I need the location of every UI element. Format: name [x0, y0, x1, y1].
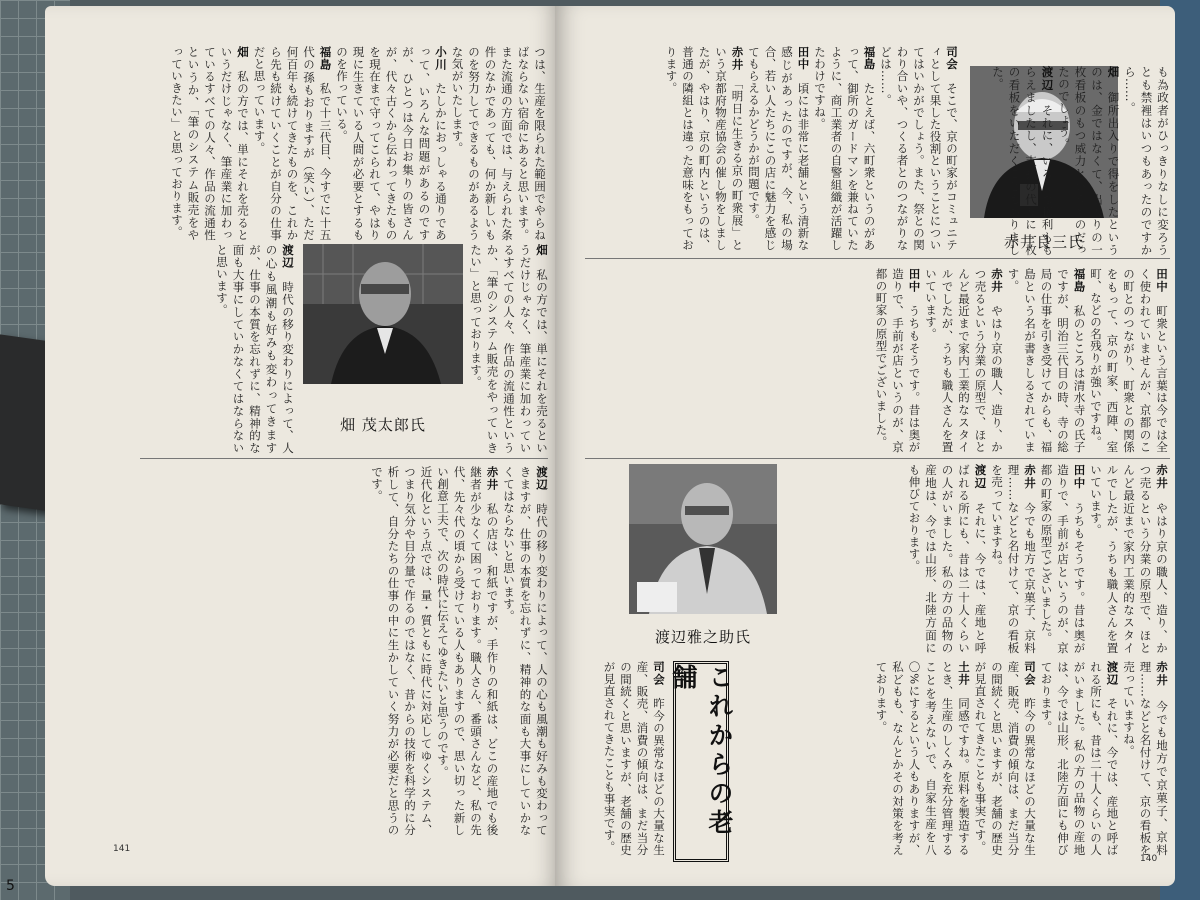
paragraph-text: 私の方では、単にそれを売るというだけじゃなく、筆産業に加わっているすべての人々、作品の流通性というか、「筆のシステム販売をやっていきたい」と思っております。	[469, 244, 549, 454]
paragraph	[1122, 66, 1172, 256]
paragraph	[601, 661, 667, 856]
paragraph-text: それに、今では、産地と呼ばれる所にも、昔は二十人くらいの人がいました。私の方の品物の産地は、今では山形、北陸方面にも伸びております。	[907, 464, 988, 655]
speaker-name: 田中	[1072, 464, 1087, 503]
speaker-name: 赤井	[1155, 661, 1169, 701]
speaker-name: 田中	[907, 268, 922, 306]
paragraph-text: 頃には非常に老舗という清新な感じがあったのですが、今、私の場合、若い人たちにこの店に魅力を感じてもらえるかどうかが問題です。	[747, 46, 811, 251]
paragraph	[334, 46, 450, 241]
paragraph	[1038, 464, 1088, 654]
speaker-name: 小川	[434, 46, 448, 83]
paragraph-text: 昨今の異常なほどの大量な生産、販売、消費の傾向は、まだ当分の間続くと思いますが、老舗の歴史が見直されてきたことも事実です。	[602, 661, 666, 857]
paragraph	[369, 466, 435, 836]
paragraph-text: 今でも地方で京菓子、京料理……などと名付けて、京の看板を売っていますね。	[990, 464, 1037, 655]
speaker-name: 司会	[945, 46, 959, 83]
paragraph-text: たとえば、六町衆というのがあって、御所のガードマンを兼ねていたように、商工業者の自警組織が活躍したわけですね。	[813, 46, 877, 251]
paragraph	[501, 466, 551, 836]
page-number-left: 141	[113, 844, 131, 854]
paragraph-text: 時代の移り変わりによって、人の心も風潮も好みも変わってきますが、仕事の本質を忘れずに、精神的な面も大事にしていかなくてはならないと思います。	[215, 244, 295, 454]
text-block-r-bottom-left	[585, 661, 667, 856]
photo-hata	[303, 244, 463, 384]
left-page	[45, 6, 560, 886]
paragraph-text: 私の方では、単にそれを売るというだけじゃなく、筆産業に加わっているすべての人々、作品の流通性というか、「筆のシステム販売をやっていきたい」と思っております。	[170, 46, 250, 242]
paragraph-text: つは、生産を限られた範囲でやらねばならない宿命にあると思います。また流通の方面では、与えられた条件のなかであっても、何か新しいものを努力してできるものがあるような気がいたします。	[450, 46, 547, 241]
divider	[140, 458, 548, 459]
paragraph-text: うちもそうです。昔は奥が造りで、手前が店というのが、京都の町家の原型でございました。	[874, 268, 922, 454]
text-block-bottom	[115, 466, 550, 836]
paragraph	[812, 46, 878, 251]
speaker-name: 赤井	[1023, 464, 1037, 503]
mat-number: 5	[6, 878, 15, 894]
photo-watanabe	[629, 464, 777, 614]
speaker-name: 福島	[318, 46, 333, 83]
paragraph-text: やはり京の職人、造り、かつ売るという分業の原型で、ほとんど最近まで家内工業的なスタイルでしたが、うちも職人さんを置いています。	[1089, 464, 1169, 655]
paragraph-text: たしかにおっしゃる通りであって、いろんな問題があるのですが、ひとつは今日お集りの皆さんが、代々古くから伝わってきたものを現在まで守ってこられて、やはり現に生きている人間が必要とするものを作っている。	[335, 46, 448, 242]
paragraph	[1038, 661, 1121, 856]
text-block-r-bottom-right	[730, 661, 1170, 856]
paragraph	[1088, 268, 1171, 453]
speaker-name: 赤井	[730, 46, 745, 84]
text-block-mid-left	[140, 244, 296, 454]
paragraph-text: 昨今の異常なほどの大量な生産、販売、消費の傾向は、まだ当分の間続くと思いますが、老舗の歴史が見直されてきたことも事実です。	[973, 661, 1037, 857]
paragraph	[972, 661, 1038, 856]
paragraph	[663, 46, 746, 251]
speaker-name: 渡辺	[1105, 661, 1120, 698]
speaker-name: 司会	[652, 661, 666, 698]
paragraph	[873, 268, 923, 453]
divider-right	[585, 258, 1170, 259]
speaker-name: 福島	[1072, 268, 1087, 306]
speaker-name: 渡辺	[281, 244, 295, 282]
paragraph-text: 私の店は、和紙ですが、手作りの和紙は、どこの産地でも後継者が少なくて困っております。職人さん、番頭さんなど、私の先代、先々代の頃から受けている人もありますので、思い切った新しい創意工夫で、次の時代に伝えてゆきたいと思うのです。	[436, 466, 500, 837]
text-block-mid-right	[470, 244, 550, 454]
paragraph	[1121, 661, 1171, 856]
paragraph-text: 御所出入りで得をしたというのは、金ではなくて、出入りの一枚看板のもつ威力というものだったのでしょう。	[1057, 66, 1121, 257]
paragraph-text: うちもそうです。昔は奥が造りで、手前が店というのが、京都の町家の原型でございました。	[1039, 464, 1087, 655]
speaker-name: 土井	[957, 661, 971, 698]
paragraph-text: も為政者がひっきりなしに変ろうとも禁裡はいつもあったのですから……。	[1123, 66, 1170, 256]
speaker-name: 渡辺	[1040, 66, 1055, 105]
speaker-name: 畑	[535, 244, 549, 269]
speaker-name: 渡辺	[535, 466, 549, 504]
paragraph	[989, 464, 1039, 654]
paragraph-text: そこで、京の町家がコミュニティとして果した役割ということについてはいかがでしょう。また、祭との関わり合いや、つくる者とのつながりなどは……。	[879, 46, 959, 251]
right-page	[555, 6, 1175, 886]
page-number-right: 140	[1140, 854, 1158, 864]
paragraph	[873, 661, 972, 856]
speaker-name: 田中	[1155, 268, 1169, 306]
photo-caption-watanabe: 渡辺雅之助氏	[654, 628, 751, 646]
speaker-name: 福島	[862, 46, 877, 83]
section-heading: これからの老舗	[669, 664, 734, 838]
section-heading-box	[669, 661, 734, 862]
paragraph-text: 私で十三代目、今すでに十五代の孫もおりますが（笑い）、ただ何百年も続けてきたものを、これから先も続けていくことが自分の仕事だと思っています。	[252, 46, 333, 242]
speaker-name: 赤井	[990, 268, 1004, 306]
paragraph-text: それに、いろんな権利ももらえましたし、支払の代りに一枚の看板をいただくこともありました。	[991, 66, 1055, 257]
photo-caption-akai: 赤井良三氏	[1003, 233, 1084, 251]
paragraph	[746, 46, 812, 251]
paragraph	[906, 464, 989, 654]
speaker-name: 赤井	[1155, 464, 1169, 503]
paragraph-text: 私のところは清水寺の氏子ですが、明治三代目の時、寺の総局の仕事を引き受けてからも、福島という名が書きしるされています。	[1006, 268, 1087, 454]
paragraph	[214, 244, 297, 454]
paragraph-text: それに、今では、産地と呼ばれる所にも、昔は二十人くらいの人がいました。私の方の品物の産地は、今では山形、北陸方面にも伸びております。	[1039, 661, 1120, 857]
paragraph-text: 近代化という点では、量・質ともに時代に対応してゆくシステム、つまり気分や目分量で作るのではなく、昔からの技術を科学的に分析して、自分たちの仕事の中に生かしていく努力が必要だと思うのです。	[370, 466, 434, 836]
text-block-r-low	[783, 464, 1170, 654]
speaker-name: 渡辺	[973, 464, 988, 503]
paragraph	[169, 46, 252, 241]
paragraph	[1005, 268, 1088, 453]
magazine-spread	[45, 6, 1175, 891]
text-block-r-mid	[585, 268, 1170, 453]
paragraph	[468, 244, 551, 454]
paragraph	[990, 66, 1056, 256]
speaker-name: 司会	[1023, 661, 1037, 698]
paragraph	[923, 268, 1006, 453]
photo-caption-hata: 畑 茂太郎氏	[340, 416, 426, 434]
paragraph	[435, 466, 501, 836]
paragraph	[251, 46, 334, 241]
paragraph	[449, 46, 548, 241]
paragraph-text: 町衆という言葉は今では全く使われていませんが、京都のこの町とのつながり、町衆との関係をもって、京の町家、西陣、室町、などの名残りが強いですね。	[1089, 268, 1169, 454]
paragraph	[1056, 66, 1122, 256]
speaker-name: 畑	[236, 46, 250, 71]
speaker-name: 畑	[1106, 66, 1121, 92]
text-block-top	[140, 46, 548, 241]
paragraph-text: 今でも地方で京菓子、京料理……などと名付けて、京の看板を売っていますね。	[1122, 661, 1169, 857]
divider-right-2	[585, 458, 1170, 459]
speaker-name: 田中	[796, 46, 811, 83]
text-block-r-top	[585, 46, 960, 251]
speaker-name: 赤井	[485, 466, 500, 504]
paragraph-text: 「明日に生きる京の町衆展」という京都府物産協会の催し物をしましたが、やはり、京の町内というのは、普通の隣組とは違った意味をもっております。	[664, 46, 745, 251]
paragraph	[878, 46, 961, 251]
paragraph-text: 時代の移り変わりによって、人の心も風潮も好みも変わってきますが、仕事の本質を忘れずに、精神的な面も大事にしていかなくてはならないと思います。	[502, 466, 549, 837]
paragraph-text: やはり京の職人、造り、かつ売るという分業の原型で、ほとんど最近まで家内工業的なスタイルでしたが、うちも職人さんを置いています。	[924, 268, 1004, 454]
paragraph-text: 同感ですね。原料を製造するとき、生産のしくみを充分管理することを考えないで、自家生産を八〇%にするという人もありますが、私どもも、なんとかその対策を考えております。	[874, 661, 971, 857]
paragraph	[1088, 464, 1171, 654]
